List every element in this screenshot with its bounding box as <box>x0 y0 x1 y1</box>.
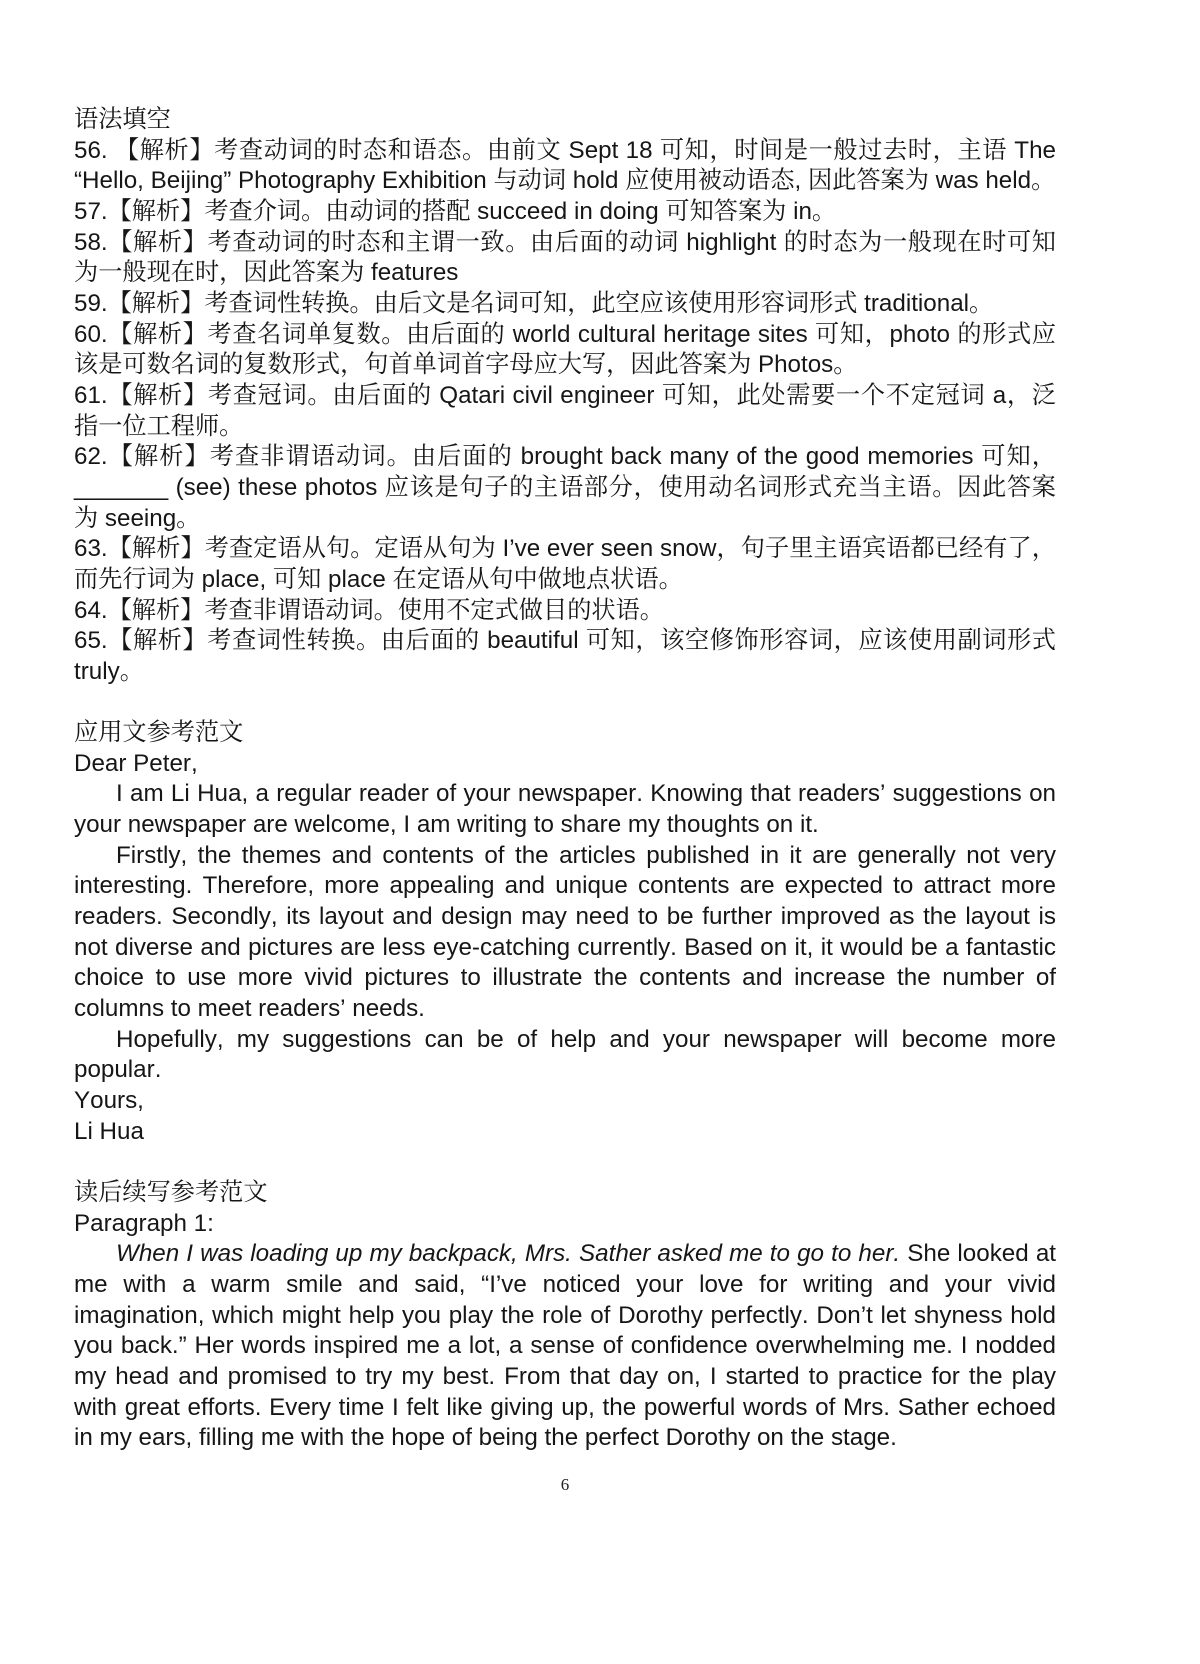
analysis-item-58: 58.【解析】考查动词的时态和主谓一致。由后面的动词 highlight 的时态为一般现在时可知为一般现在时，因此答案为 features <box>74 228 1056 287</box>
letter-paragraph: Firstly, the themes and contents of the articles published in it are generally not very interesting. Therefore, more appealing and unique contents are expected to attract more readers. Secondly, its layout and design may need to be further improved as the layout is not diverse and pictures are less eye-catching currently. Based on it, it would be a fantastic choice to use more vivid pictures to illustrate the contents and increase the number of columns to meet readers’ needs. <box>74 841 1056 1023</box>
analysis-item-60: 60.【解析】考查名词单复数。由后面的 world cultural heritage sites 可知，photo 的形式应该是可数名词的复数形式，句首单词首字母应大写，因此答案为 Photos。 <box>74 320 1056 379</box>
analysis-item-56: 56. 【解析】考查动词的时态和语态。由前文 Sept 18 可知，时间是一般过去时，主语 The “Hello, Beijing” Photography Exhibition 与动词 hold 应使用被动语态, 因此答案为 was held。 <box>74 136 1056 195</box>
analysis-item-57: 57.【解析】考查介词。由动词的搭配 succeed in doing 可知答案为 in。 <box>74 197 837 225</box>
grammar-section-title: 语法填空 <box>74 106 171 133</box>
opening-sentence: When I was loading up my backpack, Mrs. Sather asked me to go to her. <box>116 1240 901 1268</box>
analysis-item-59: 59.【解析】考查词性转换。由后文是名词可知，此空应该使用形容词形式 traditional。 <box>74 289 994 317</box>
paragraph-label: Paragraph 1: <box>74 1209 214 1237</box>
paragraph-body: She looked at me with a warm smile and said, “I’ve noticed your love for writing and your vivid imagination, which might help you play the role of Dorothy perfectly. Don’t let shyness hold you back.” Her words inspired me a lot, a sense of confidence overwhelming me. I nodded my head and promised to try my best. From that day on, I started to practice for the play with great efforts. Every time I felt like giving up, the powerful words of Mrs. Sather echoed in my ears, filling me with the hope of being the perfect Dorothy on the stage. <box>74 1240 1056 1452</box>
letter-section <box>74 718 1056 1147</box>
analysis-item-65: 65.【解析】考查词性转换。由后面的 beautiful 可知，该空修饰形容词，应该使用副词形式 truly。 <box>74 627 1056 685</box>
continuation-section-title: 读后续写参考范文 <box>74 1178 268 1206</box>
letter-paragraph: Hopefully, my suggestions can be of help and your newspaper will become more popular. <box>74 1025 1056 1084</box>
continuation-section <box>74 1178 1056 1454</box>
continuation-paragraph <box>74 1239 1056 1454</box>
analysis-item-61: 61.【解析】考查冠词。由后面的 Qatari civil engineer 可知，此处需要一个不定冠词 a，泛指一位工程师。 <box>74 381 1056 440</box>
letter-closing: Yours, <box>74 1086 144 1114</box>
letter-section-title: 应用文参考范文 <box>74 719 244 747</box>
page-content <box>74 105 1056 1495</box>
letter-signature: Li Hua <box>74 1117 144 1145</box>
analysis-item-63: 63.【解析】考查定语从句。定语从句为 I’ve ever seen snow，句子里主语宾语都已经有了，而先行词为 place, 可知 place 在定语从句中做地点状语。 <box>74 535 1056 593</box>
analysis-item-64: 64.【解析】考查非谓语动词。使用不定式做目的状语。 <box>74 596 664 624</box>
analysis-item-62: 62.【解析】考查非谓语动词。由后面的 brought back many of the good memories 可知，_______ (see) these photos 应该是句子的主语部分，使用动名词形式充当主语。因此答案为 seeing。 <box>74 443 1056 532</box>
letter-salutation: Dear Peter, <box>74 749 198 777</box>
grammar-section <box>74 105 1056 687</box>
letter-paragraph: I am Li Hua, a regular reader of your newspaper. Knowing that readers’ suggestions on your newspaper are welcome, I am writing to share my thoughts on it. <box>74 780 1056 839</box>
page-number: 6 <box>560 1474 570 1494</box>
